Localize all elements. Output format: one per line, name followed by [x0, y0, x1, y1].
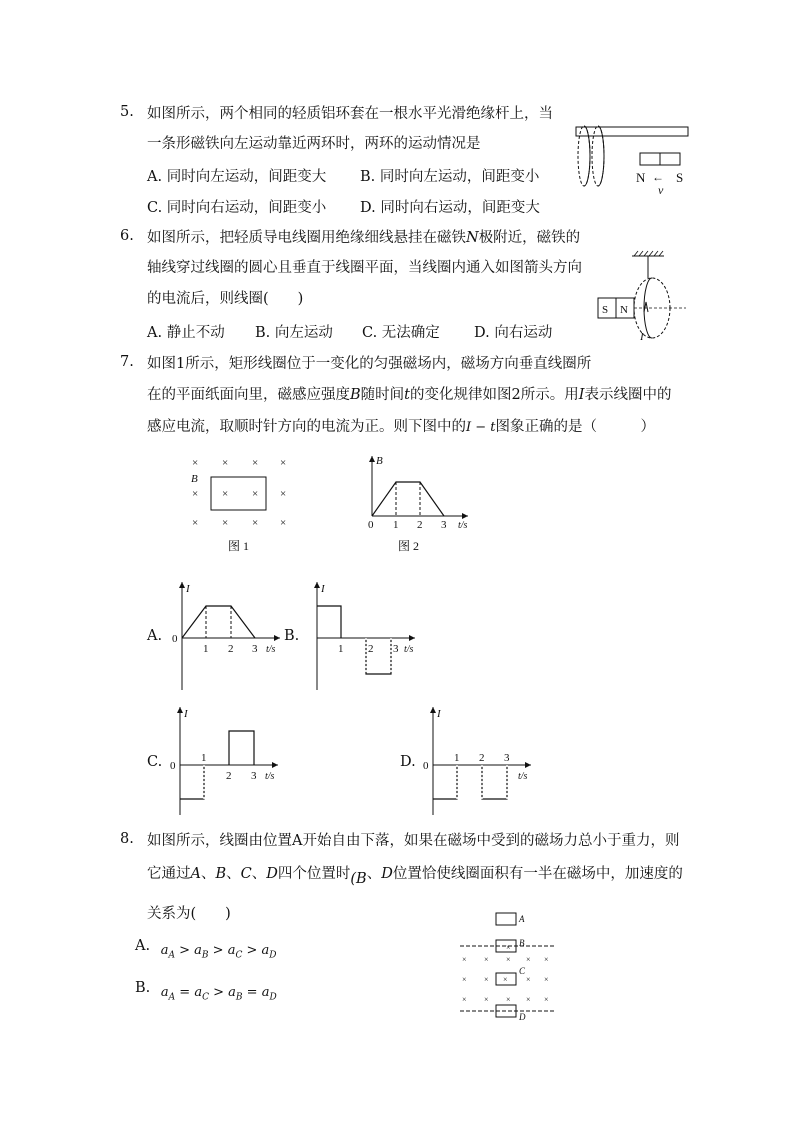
svg-text:×: × — [506, 995, 511, 1004]
q5-number: 5. — [120, 104, 134, 120]
q5-figure-rings-magnet — [572, 120, 692, 200]
q7-option-d[interactable]: D. — [400, 754, 416, 770]
svg-text:t/s: t/s — [458, 520, 468, 531]
q8-number: 8. — [120, 831, 134, 847]
svg-text:1: 1 — [454, 752, 460, 764]
q6-number: 6. — [120, 228, 134, 244]
svg-text:D: D — [519, 1012, 526, 1022]
q7-number: 7. — [120, 354, 134, 370]
svg-text:2: 2 — [417, 519, 423, 531]
svg-text:×: × — [252, 457, 259, 469]
svg-text:0: 0 — [423, 760, 429, 772]
q5-stem-line1: 如图所示，两个相同的轻质铝环套在一根水平光滑绝缘杆上，当 — [147, 106, 553, 122]
svg-text:×: × — [222, 488, 229, 500]
svg-text:3: 3 — [441, 519, 447, 531]
q5-option-b[interactable]: B. 同时向左运动，间距变小 — [360, 169, 540, 185]
q8-stem-line2: 它通过A、B、C、D四个位置时(B、D位置恰使线圈面积有一半在磁场中，加速度的 — [147, 866, 683, 887]
svg-text:C: C — [519, 966, 526, 976]
q6-fig-s-label: S — [602, 304, 609, 316]
svg-text:×: × — [222, 517, 229, 529]
svg-text:B: B — [519, 938, 525, 948]
svg-text:t/s: t/s — [265, 771, 275, 782]
svg-text:t/s: t/s — [518, 771, 528, 782]
svg-text:×: × — [526, 955, 531, 964]
q7-fig1-caption: 图 1 — [228, 539, 250, 553]
q6-option-b[interactable]: B. 向左运动 — [255, 325, 333, 341]
q7-option-c[interactable]: C. — [147, 754, 163, 770]
q7-option-b[interactable]: B. — [284, 628, 300, 644]
q5-option-d[interactable]: D. 同时向右运动，间距变大 — [360, 200, 540, 216]
svg-text:I: I — [184, 708, 188, 720]
q7-figure-1-coil-field — [186, 452, 296, 552]
q6-option-d[interactable]: D. 向右运动 — [474, 325, 553, 341]
svg-text:×: × — [506, 955, 511, 964]
svg-text:×: × — [252, 488, 259, 500]
q5-fig-v-label: v — [658, 183, 664, 197]
q8-option-a[interactable]: A. $a_A > a_B > a_C > a_D$ — [135, 938, 277, 961]
q7-stem-line1: 如图1所示，矩形线圈位于一变化的匀强磁场内，磁场方向垂直线圈所 — [147, 356, 592, 372]
svg-text:t/s: t/s — [266, 644, 276, 655]
svg-text:×: × — [544, 995, 549, 1004]
svg-text:×: × — [484, 955, 489, 964]
q5-fig-arrow: ← — [652, 170, 664, 184]
svg-text:2: 2 — [226, 770, 232, 782]
svg-text:1: 1 — [203, 643, 209, 655]
svg-text:2: 2 — [479, 752, 485, 764]
q7-stem-line2: 在的平面纸面向里，磁感应强度B随时间t的变化规律如图2所示。用I表示线圈中的 — [147, 387, 672, 403]
q6-option-a[interactable]: A. 静止不动 — [147, 325, 225, 341]
q8-stem-line3: 关系为( ) — [147, 906, 231, 922]
svg-text:t/s: t/s — [404, 644, 414, 655]
q6-fig-i-label: I — [640, 331, 644, 343]
q7-stem-line3: 感应电流，取顺时针方向的电流为正。则下图中的I − t图象正确的是（ ） — [147, 419, 656, 435]
svg-text:×: × — [544, 975, 549, 984]
q8-option-a-expr: $a_A > a_B > a_C > a_D$ — [160, 943, 277, 961]
q7-graph-a — [170, 578, 290, 693]
q5-fig-n-label: N — [636, 170, 646, 185]
q6-option-c[interactable]: C. 无法确定 — [362, 325, 440, 341]
svg-text:×: × — [526, 975, 531, 984]
svg-text:0: 0 — [368, 519, 374, 531]
svg-text:I: I — [437, 708, 441, 720]
svg-text:1: 1 — [393, 519, 399, 531]
svg-text:3: 3 — [252, 643, 258, 655]
svg-text:×: × — [506, 943, 511, 952]
svg-text:×: × — [484, 975, 489, 984]
q6-stem-line2: 轴线穿过线圈的圆心且垂直于线圈平面，当线圈内通入如图箭头方向 — [147, 260, 582, 276]
svg-text:A: A — [519, 914, 525, 924]
q7-fig2-caption: 图 2 — [398, 539, 420, 553]
q8-option-b[interactable]: B. $a_A = a_C > a_B = a_D$ — [135, 980, 277, 1003]
svg-text:2: 2 — [368, 643, 374, 655]
svg-text:×: × — [280, 457, 287, 469]
q8-stem-line1: 如图所示，线圈由位置A开始自由下落，如果在磁场中受到的磁场力总小于重力，则 — [147, 833, 680, 849]
q7-graph-d — [421, 703, 541, 818]
q7-option-a[interactable]: A. — [147, 628, 163, 644]
q5-option-c[interactable]: C. 同时向右运动，间距变小 — [147, 200, 327, 216]
svg-text:×: × — [462, 975, 467, 984]
svg-text:B: B — [376, 455, 383, 467]
q7-graph-c — [168, 703, 288, 818]
svg-text:3: 3 — [504, 752, 510, 764]
svg-text:I: I — [321, 583, 325, 595]
svg-text:2: 2 — [228, 643, 234, 655]
q5-option-a[interactable]: A. 同时向左运动，间距变大 — [147, 169, 327, 185]
q8-figure-falling-coil — [458, 910, 558, 1022]
svg-text:×: × — [252, 517, 259, 529]
svg-text:I: I — [186, 583, 190, 595]
q8-option-b-expr: $a_A = a_C > a_B = a_D$ — [160, 985, 277, 1003]
svg-text:×: × — [192, 488, 199, 500]
q7-fig1-b-label: B — [191, 473, 198, 485]
q6-fig-n-label: N — [620, 304, 628, 316]
q6-figure-coil-magnet — [590, 250, 690, 345]
svg-text:×: × — [462, 995, 467, 1004]
q5-stem-line2: 一条形磁铁向左运动靠近两环时，两环的运动情况是 — [147, 136, 481, 152]
svg-text:×: × — [192, 517, 199, 529]
q5-fig-s-label: S — [676, 170, 684, 185]
svg-text:×: × — [280, 517, 287, 529]
svg-text:0: 0 — [172, 633, 178, 645]
svg-text:×: × — [280, 488, 287, 500]
svg-text:0: 0 — [170, 760, 176, 772]
svg-text:×: × — [462, 955, 467, 964]
svg-text:×: × — [222, 457, 229, 469]
q7-figure-2-b-t-graph — [360, 452, 480, 552]
svg-text:×: × — [544, 955, 549, 964]
svg-text:×: × — [526, 995, 531, 1004]
q6-stem-line3: 的电流后，则线圈( ) — [147, 291, 304, 307]
svg-text:×: × — [484, 995, 489, 1004]
q7-graph-b — [305, 578, 425, 693]
svg-text:1: 1 — [201, 752, 207, 764]
svg-text:1: 1 — [338, 643, 344, 655]
svg-text:3: 3 — [251, 770, 257, 782]
svg-text:3: 3 — [393, 643, 399, 655]
q6-stem-line1: 如图所示，把轻质导电线圈用绝缘细线悬挂在磁铁N极附近，磁铁的 — [147, 230, 581, 246]
svg-text:×: × — [503, 975, 508, 984]
svg-text:×: × — [192, 457, 199, 469]
